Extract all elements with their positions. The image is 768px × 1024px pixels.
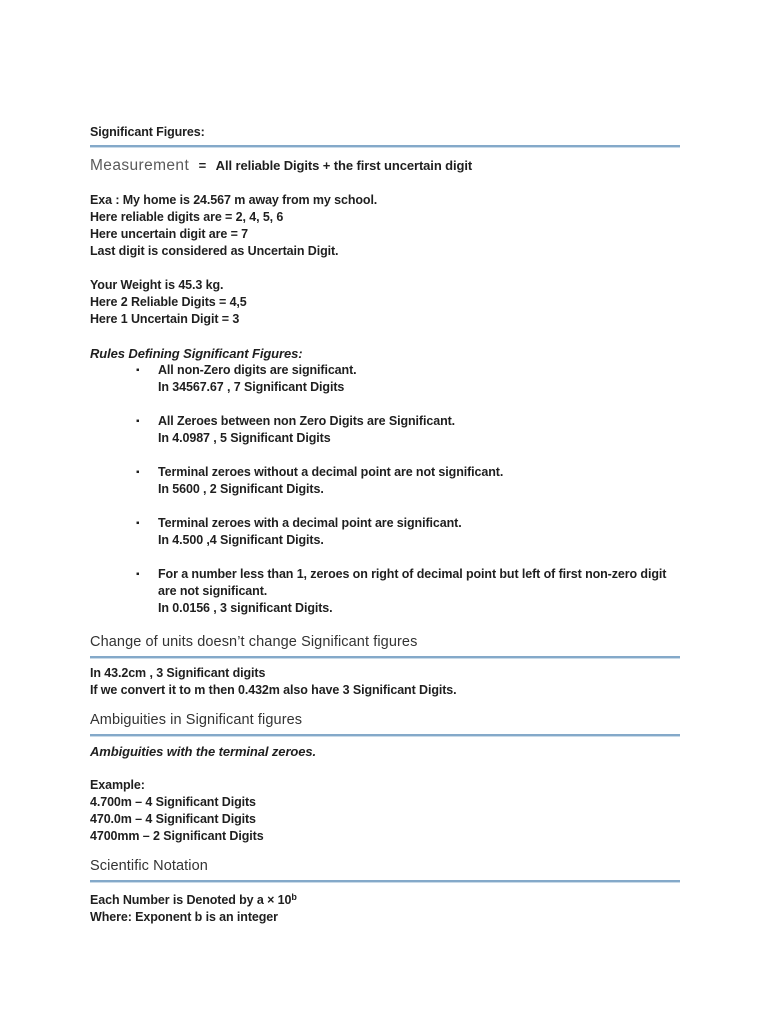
equals-sign: = <box>198 158 207 173</box>
formula-exponent: b <box>291 892 297 902</box>
text-line: Last digit is considered as Uncertain Digit. <box>90 244 339 258</box>
text-line: If we convert it to m then 0.432m also have 3 Significant Digits. <box>90 683 457 697</box>
text-line: Here 1 Uncertain Digit = 3 <box>90 312 240 326</box>
units-section-body <box>90 665 680 699</box>
page-title: Significant Figures: <box>90 125 680 147</box>
ambiguities-subheading: Ambiguities with the terminal zeroes. <box>90 744 317 759</box>
scientific-notation-body <box>90 889 680 926</box>
ambiguities-examples-block <box>90 777 680 845</box>
square-bullet-icon: ▪ <box>136 467 140 478</box>
square-bullet-icon: ▪ <box>136 365 140 376</box>
text-line: 4.700m – 4 Significant Digits <box>90 795 256 809</box>
rule-example: In 4.0987 , 5 Significant Digits <box>158 431 331 445</box>
text-line: In 43.2cm , 3 Significant digits <box>90 666 266 680</box>
rule-example: In 5600 , 2 Significant Digits. <box>158 482 324 496</box>
text-line: 4700mm – 2 Significant Digits <box>90 829 264 843</box>
rule-text: For a number less than 1, zeroes on right of decimal point but left of first non-zero digit are not significant. <box>158 567 667 598</box>
example-weight-block <box>90 277 680 328</box>
example-home-block <box>90 192 680 260</box>
rule-text: All non-Zero digits are significant. <box>158 363 357 377</box>
scientific-notation-heading: Scientific Notation <box>90 858 680 882</box>
rule-example: In 34567.67 , 7 Significant Digits <box>158 380 345 394</box>
square-bullet-icon: ▪ <box>136 569 140 580</box>
rule-example: In 4.500 ,4 Significant Digits. <box>158 533 324 547</box>
rule-example: In 0.0156 , 3 significant Digits. <box>158 601 333 615</box>
text-line: Here 2 Reliable Digits = 4,5 <box>90 295 247 309</box>
measurement-definition-line <box>90 156 680 175</box>
example-label: Example: <box>90 778 145 792</box>
rule-text: Terminal zeroes with a decimal point are significant. <box>158 516 462 530</box>
units-section-heading: Change of units doesn’t change Significant figures <box>90 634 680 658</box>
text-line: Your Weight is 45.3 kg. <box>90 278 224 292</box>
rule-item <box>90 413 680 447</box>
measurement-term: Measurement <box>90 157 190 174</box>
rule-item <box>90 566 680 617</box>
rule-item <box>90 515 680 549</box>
rule-item <box>90 464 680 498</box>
text-line: Here uncertain digit are = 7 <box>90 227 249 241</box>
square-bullet-icon: ▪ <box>136 416 140 427</box>
scientific-formula-line <box>90 889 680 909</box>
rule-text: Terminal zeroes without a decimal point are not significant. <box>158 465 504 479</box>
text-line: Here reliable digits are = 2, 4, 5, 6 <box>90 210 284 224</box>
rules-list <box>90 362 680 617</box>
ambiguities-section-heading: Ambiguities in Significant figures <box>90 712 680 736</box>
measurement-definition-text: All reliable Digits + the first uncertain digit <box>215 158 473 173</box>
text-line: 470.0m – 4 Significant Digits <box>90 812 256 826</box>
formula-base-text: Each Number is Denoted by a × 10 <box>90 893 292 907</box>
square-bullet-icon: ▪ <box>136 518 140 529</box>
rules-section-heading: Rules Defining Significant Figures: <box>90 346 303 361</box>
rule-item <box>90 362 680 396</box>
text-line: Where: Exponent b is an integer <box>90 910 278 924</box>
text-line: Exa : My home is 24.567 m away from my school. <box>90 193 378 207</box>
rule-text: All Zeroes between non Zero Digits are Significant. <box>158 414 456 428</box>
